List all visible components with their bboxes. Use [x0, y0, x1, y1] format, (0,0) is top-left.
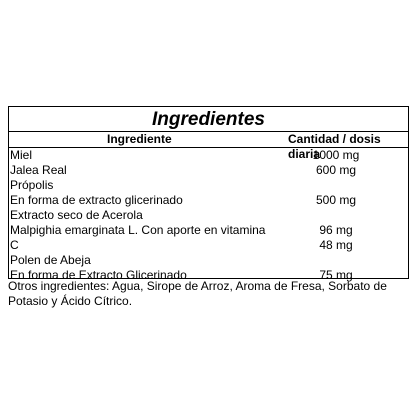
ingredient-name: En forma de extracto glicerinado [10, 193, 183, 207]
ingredient-amount: 600 mg [315, 163, 357, 177]
panel-title: Ingredientes [9, 107, 408, 132]
ingredient-name: Extracto seco de Acerola [10, 208, 143, 222]
ingredient-amount: 75 mg [319, 268, 353, 282]
ingredient-name: En forma de Extracto Glicerinado [10, 268, 187, 282]
ingredient-name: Polen de Abeja [10, 253, 91, 267]
table-row [9, 238, 408, 253]
ingredient-amount: 500 mg [315, 193, 357, 207]
ingredient-amount: 96 mg [319, 223, 353, 237]
table-row [9, 163, 408, 178]
table-row [9, 208, 408, 223]
table-row [9, 223, 408, 238]
ingredient-amount: 48 mg [319, 238, 353, 252]
ingredients-panel [8, 106, 409, 282]
footnote-line: Otros ingredientes: Agua, Sirope de Arroz, Aroma de Fresa, Sorbato de [8, 279, 387, 293]
footnote-line: Potasio y Ácido Cítrico. [8, 294, 133, 308]
other-ingredients-note [8, 279, 413, 309]
ingredient-name: C [10, 238, 19, 252]
ingredient-column-header: Ingrediente [107, 132, 172, 146]
ingredient-name: Malpighia emarginata L. Con aporte en vitamina [10, 223, 266, 237]
ingredient-amount: 1000 mg [312, 148, 360, 162]
ingredient-name: Miel [10, 148, 33, 162]
ingredient-name: Jalea Real [10, 163, 67, 177]
table-row [9, 253, 408, 268]
amount-column-header: Cantidad / dosis diaria [288, 132, 381, 161]
ingredient-rows [9, 148, 408, 283]
table-row [9, 193, 408, 208]
table-row [9, 148, 408, 163]
ingredient-name: Própolis [10, 178, 54, 192]
table-row [9, 178, 408, 193]
